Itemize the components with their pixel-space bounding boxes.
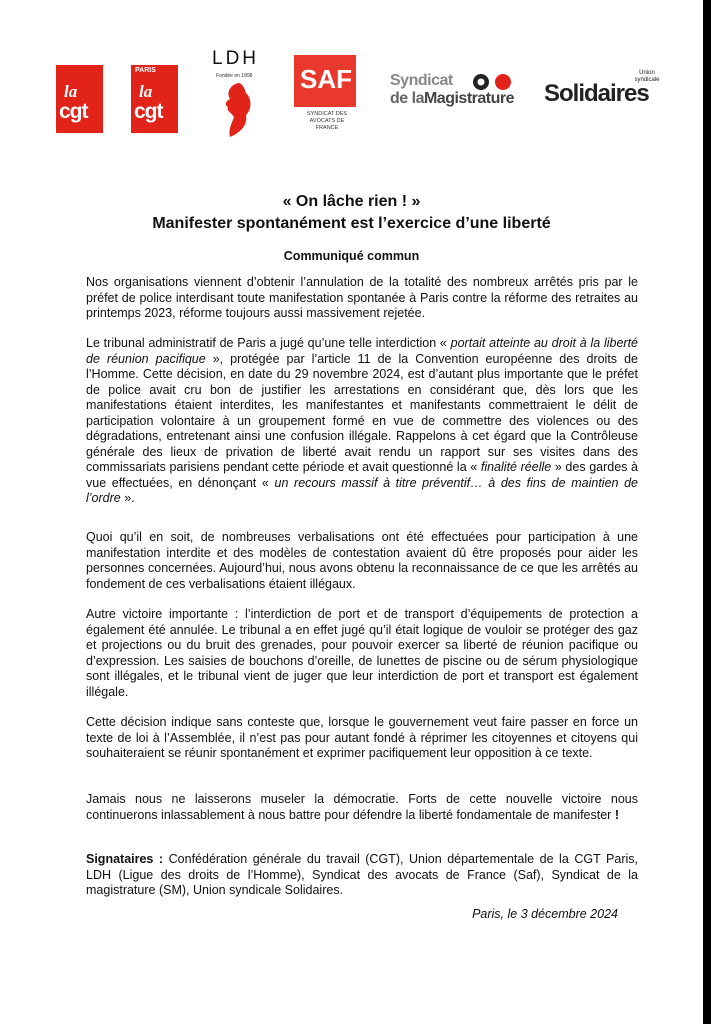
cgt-logo-la: la: [64, 82, 78, 101]
title-line-1: « On lâche rien ! »: [282, 193, 421, 210]
cgt-logo: [56, 65, 103, 133]
sm-scales-icon: [470, 72, 516, 92]
sm-logo-line2: [390, 90, 514, 108]
saf-logo-sub: SYNDICAT DES AVOCATS DE FRANCE: [306, 111, 348, 131]
paragraph-3: [86, 530, 638, 592]
signatories-text: Confédération générale du travail (CGT), Union départementale de la CGT Paris, LDH (Ligue des droits de l’Homme), Syndicat des avocats de France (Saf), Syndicat de la magistrature (SM), Union syndicale Solidaires.: [86, 852, 638, 897]
sm-logo-line1: Syndicat: [390, 72, 453, 89]
subtitle: Communiqué commun: [283, 249, 420, 263]
paragraph-4: [86, 607, 638, 700]
solidaires-logo: [544, 70, 664, 114]
ldh-profile-icon: [220, 81, 254, 139]
sm-logo-line2-main: Magistrature: [423, 90, 514, 107]
solidaires-logo-name: Solidaires: [544, 80, 649, 107]
paragraph-6-exclamation: !: [614, 807, 619, 822]
solidaires-logo-small: Union syndicale: [634, 70, 660, 83]
date-line: Paris, le 3 décembre 2024: [472, 907, 618, 921]
cgt-paris-logo-la: la: [139, 82, 153, 101]
title-line-2: Manifester spontanément est l’exercice d’une liberté: [152, 215, 551, 232]
sm-logo-line2-prefix: de la: [390, 90, 424, 107]
ldh-logo-name: LDH: [212, 48, 260, 69]
signatories-label: Signataires :: [86, 852, 164, 866]
saf-logo: [294, 55, 356, 135]
cgt-paris-logo: [131, 65, 178, 133]
sm-logo: [390, 72, 530, 116]
saf-logo-name: SAF: [300, 64, 352, 94]
paragraph-2-quote-3: un recours massif à titre préventif… à des fins de maintien de l’ordre: [86, 475, 639, 505]
logos-header: [0, 0, 703, 150]
paragraph-6-text: Jamais nous ne laisserons museler la démocratie. Forts de cette nouvelle victoire nous continuerons inlassablement à nous battre pour défendre la liberté fondamentale de manifester: [86, 792, 638, 822]
saf-logo-box: [294, 55, 356, 107]
paragraph-5: [86, 715, 638, 762]
signatories: [86, 852, 638, 899]
cgt-paris-logo-word: cgt: [134, 100, 163, 123]
cgt-paris-logo-paris: PARIS: [135, 67, 156, 74]
paragraph-5-text: Cette décision indique sans conteste que, lorsque le gouvernement veut faire passer en force un texte de loi à l’Assemblée, il n’est pas pour autant fondé à réprimer les citoyennes et citoyens qui souhaiteraient se réunir spontanément et exprimer pacifiquement leur opposition à ce texte.: [86, 715, 638, 760]
paragraph-1: [86, 275, 638, 322]
paragraph-2-part-g: ».: [120, 491, 135, 505]
paragraph-6: [86, 792, 638, 823]
paragraph-2-quote-2: finalité réelle: [480, 460, 552, 474]
paragraph-1-text: Nos organisations viennent d’obtenir l’annulation de la totalité des nombreux arrêtés pris par le préfet de police interdisant toute manifestation spontanée à Paris contre la réforme des retraites au printemps 2023, réforme toujours aussi massivement rejetée.: [86, 275, 638, 320]
ldh-logo: [212, 49, 272, 141]
paragraph-2: [86, 336, 638, 507]
cgt-logo-word: cgt: [59, 100, 88, 123]
paragraph-4-text: Autre victoire importante : l’interdiction de port et de transport d’équipements de protection a également été annulée. Le tribunal a en effet jugé qu’il était logique de vouloir se protéger des gaz et projections ou du bruit des grenades, pour pouvoir exercer sa liberté de réunion pacifique ou d’expression. Les saisies de bouchons d’oreille, de lunettes de piscine ou de sérum physiologique sont illégales, et le tribunal vient de juger que leur interdiction de port et transport est également illégale.: [86, 607, 638, 699]
paragraph-2-part-c: », protégée par l’article 11 de la Convention européenne des droits de l’Homme. Cette décision, en date du 29 novembre 2024, est d’autant plus importante que le préfet de police avait cru bon de justifier les arrestations en considérant que, dès lors que les manifestations étaient interdites, les manifestantes et manifestants commettraient le délit de participation volontaire à un groupement formé en vue de commettre des violences ou des dégradations, entretenant ainsi une confusion illégale. Rappelons à cet égard que la Contrôleuse générale des lieux de privation de liberté avait rendu un rapport sur ses visites dans des commissariats parisiens pendant cette période et avait questionné la «: [86, 351, 638, 474]
paragraph-2-part-a: Le tribunal administratif de Paris a jugé qu’une telle interdiction «: [86, 336, 451, 350]
paragraph-2-quote-1: portait atteinte au droit à la liberté de réunion pacifique: [86, 336, 638, 366]
paragraph-3-text: Quoi qu’il en soit, de nombreuses verbalisations ont été effectuées pour participation à une manifestation interdite et des modèles de contestation avaient dû être proposés pour aider les personnes concernées. Aujourd’hui, nous avons obtenu la reconnaissance de ce que les arrêtés au fondement de ces verbalisations étaient illégaux.: [86, 530, 638, 591]
ldh-logo-sub: Fondée en 1898: [216, 73, 253, 79]
paragraph-2-part-e: » des gardes à vue effectuées, en dénonçant «: [86, 460, 639, 490]
